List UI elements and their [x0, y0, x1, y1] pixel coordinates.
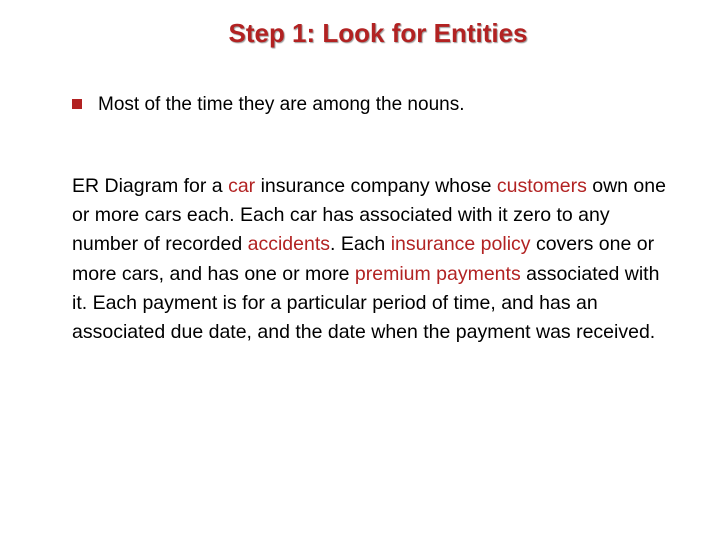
square-bullet-icon	[72, 99, 82, 109]
paragraph-text: associated with it. Each payment is for a particular period of time, and has an associated due date, and the date when the payment was received.	[72, 262, 660, 344]
paragraph-text: insurance company whose	[255, 175, 497, 197]
entity-highlight-customers: customers	[496, 175, 587, 197]
paragraph-text: own one or more cars each. Each car has associated with it zero to any number of recorded	[72, 175, 666, 256]
paragraph-text: covers one or more cars, and has one or more	[72, 233, 655, 285]
slide-title: Step 1: Look for Entities	[228, 18, 528, 48]
entity-highlight-accidents: accidents	[247, 233, 330, 256]
er-description-paragraph	[72, 172, 672, 347]
paragraph-text: . Each	[330, 233, 391, 256]
entity-highlight-insurance-policy: insurance policy	[390, 233, 531, 256]
paragraph-text: ER Diagram for a	[72, 175, 229, 197]
entity-highlight-premium-payments: premium payments	[354, 262, 521, 285]
bullet-text: Most of the time they are among the nouns.	[98, 94, 465, 115]
entity-highlight-car: car	[228, 175, 256, 197]
bullet-item	[72, 93, 464, 117]
